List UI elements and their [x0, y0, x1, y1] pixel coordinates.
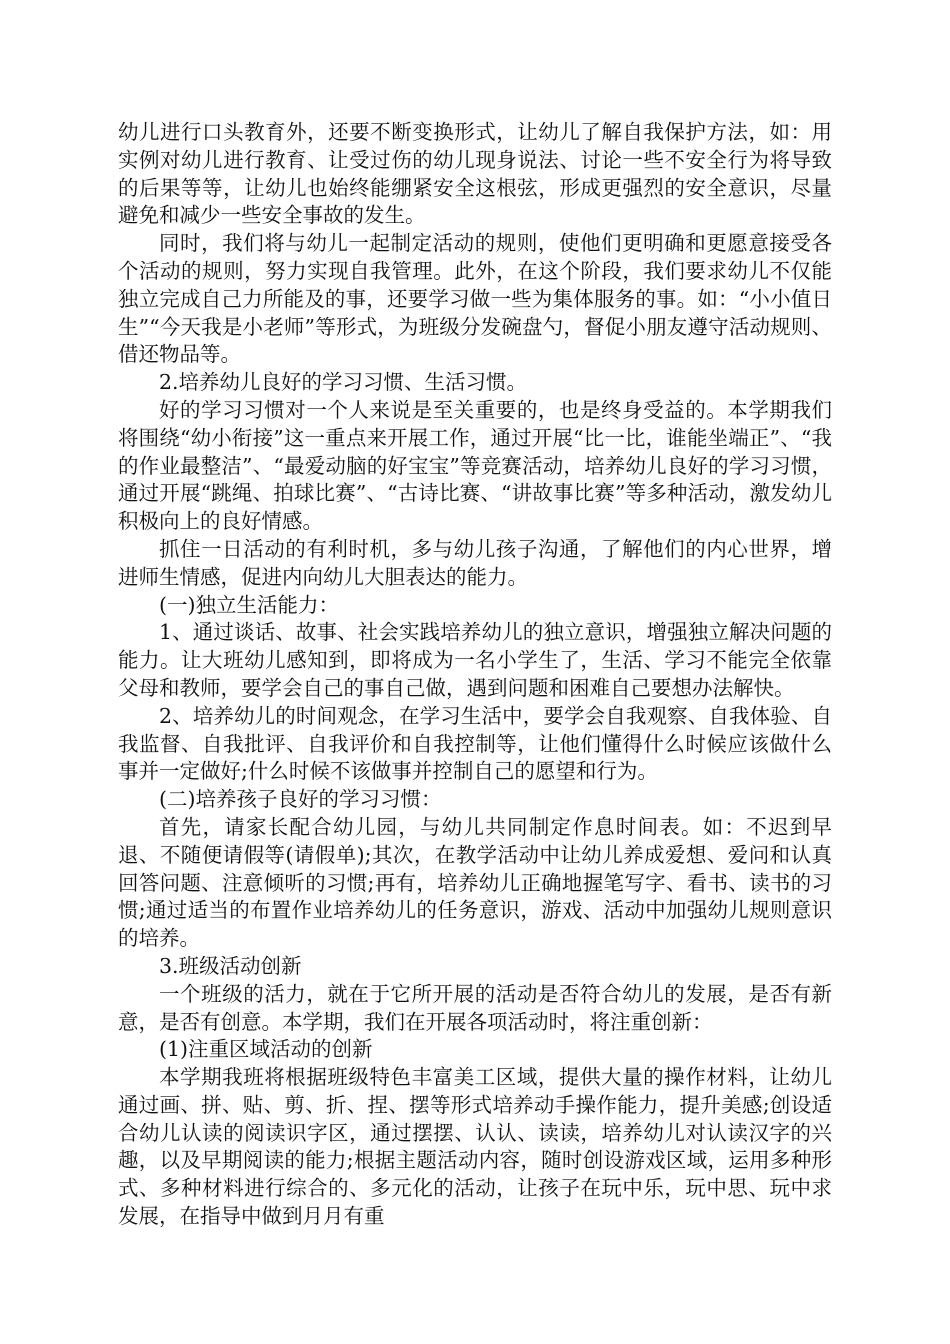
paragraph-7: 1、通过谈话、故事、社会实践培养幼儿的独立意识，增强独立解决问题的能力。让大班幼儿感知到，即将成为一名小学生了，生活、学习不能完全依靠父母和教师，要学会自己的事自己做，遇到问题和困难自己要想办法解快。: [118, 620, 832, 700]
paragraph-10: 首先，请家长配合幼儿园，与幼儿共同制定作息时间表。如：不迟到早退、不随便请假等(请假单);其次，在教学活动中让幼儿养成爱想、爱问和认真回答问题、注意倾听的习惯;再有，培养幼儿正确地握笔写字、看书、读书的习惯;通过适当的布置作业培养幼儿的任务意识，游戏、活动中加强幼儿规则意识的培养。: [118, 814, 832, 951]
paragraph-14: 本学期我班将根据班级特色丰富美工区域，提供大量的操作材料，让幼儿通过画、拼、贴、剪、折、捏、摆等形式培养动手操作能力，提升美感;创设适合幼儿认读的阅读识字区，通过摆摆、认认、读读，培养幼儿对认读汉字的兴趣，以及早期阅读的能力;根据主题活动内容，随时创设游戏区域，运用多种形式、多种材料进行综合的、多元化的活动，让孩子在玩中乐，玩中思、玩中求发展，在指导中做到月月有重: [118, 1065, 832, 1229]
document-body: [118, 119, 832, 1231]
paragraph-8: 2、培养幼儿的时间观念，在学习生活中，要学会自我观察、自我体验、自我监督、自我批评、自我评价和自我控制等，让他们懂得什么时候应该做什么事并一定做好;什么时候不该做事并控制自己的愿望和行为。: [118, 703, 832, 784]
paragraph-2: 同时，我们将与幼儿一起制定活动的规则，使他们更明确和更愿意接受各个活动的规则，努力实现自我管理。此外，在这个阶段，我们要求幼儿不仅能独立完成自己力所能及的事，还要学习做一些为集体服务的事。如：“小小值日生”“今天我是小老师”等形式，为班级分发碗盘勺，督促小朋友遵守活动规则、借还物品等。: [118, 231, 832, 367]
paragraph-1: 幼儿进行口头教育外，还要不断变换形式，让幼儿了解自我保护方法，如：用实例对幼儿进行教育、让受过伤的幼儿现身说法、讨论一些不安全行为将导致的后果等等，让幼儿也始终能绷紧安全这根弦，形成更强烈的安全意识，尽量避免和减少一些安全事故的发生。: [118, 120, 832, 228]
paragraph-5: 抓住一日活动的有利时机，多与幼儿孩子沟通，了解他们的内心世界，增进师生情感，促进内向幼儿大胆表达的能力。: [118, 536, 832, 589]
section-heading-2: 2.培养幼儿良好的学习习惯、生活习惯。: [159, 370, 528, 395]
subheading-region-activity: (1)注重区域活动的创新: [159, 1037, 373, 1062]
section-heading-3: 3.班级活动创新: [159, 953, 302, 978]
paragraph-4: 好的学习习惯对一个人来说是至关重要的，也是终身受益的。本学期我们将围绕“幼小衔接”这一重点来开展工作，通过开展“比一比，谁能坐端正”、“我的作业最整洁”、“最爱动脑的好宝宝”等竞赛活动，培养幼儿良好的学习习惯，通过开展“跳绳、拍球比赛”、“古诗比赛、“讲故事比赛”等多种活动，激发幼儿积极向上的良好情感。: [118, 397, 832, 534]
subheading-independent-living: (一)独立生活能力：: [159, 592, 339, 617]
paragraph-12: 一个班级的活力，就在于它所开展的活动是否符合幼儿的发展，是否有新意，是否有创意。本学期，我们在开展各项活动时，将注重创新：: [118, 981, 832, 1034]
subheading-study-habits: (二)培养孩子良好的学习习惯：: [159, 787, 442, 812]
